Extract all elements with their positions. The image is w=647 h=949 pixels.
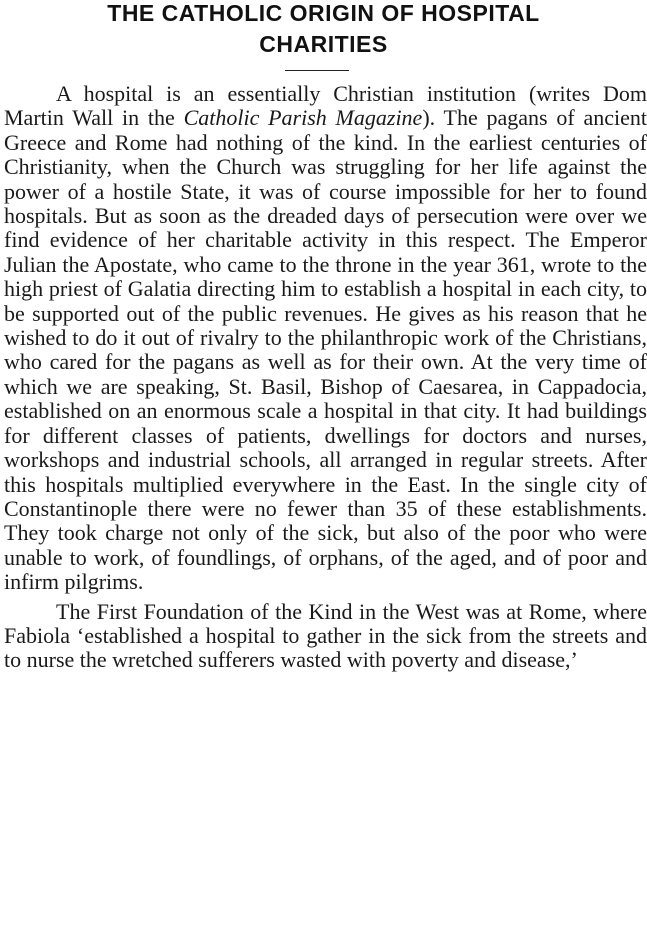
paragraph-1-text-start: A hospital is an essentially Christian institution (writes Dom Martin Wall in the — [4, 81, 647, 131]
article-title-line-2: CHARITIES — [259, 31, 388, 57]
title-divider-rule — [285, 70, 349, 71]
source-publication-name: Catholic Parish Magazine — [183, 105, 423, 131]
article-paragraph-1 — [4, 82, 647, 595]
article-body — [4, 82, 647, 673]
article-title-line-1: THE CATHOLIC ORIGIN OF HOSPITAL — [107, 0, 540, 26]
paragraph-1-text-rest: ). The pagans of ancient Greece and Rome had nothing of the kind. In the earliest centuries of Christianity, when the Church was struggling for her life against the power of a hostile State, it was of course impossible for her to found hospitals. But as soon as the dreaded days of persecution were over we find evidence of her charitable activity in this respect. The Emperor Julian the Apostate, who came to the throne in the year 361, wrote to the high priest of Galatia directing him to establish a hospital in each city, to be supported out of the public revenues. He gives as his reason that he wished to do it out of rivalry to the philanthropic work of the Christians, who cared for the pagans as well as for their own. At the very time of which we are speaking, St. Basil, Bishop of Caesarea, in Cappadocia, established on an enormous scale a hospital in that city. It had buildings for different classes of patients, dwellings for doctors and nurses, workshops and industrial schools, all arranged in regular streets. After this hospitals multiplied everywhere in the East. In the single city of Constantinople there were no fewer than 35 of these establishments. They took charge not only of the sick, but also of the poor who were unable to work, of foundlings, of orphans, of the aged, and of poor and infirm pilgrims. — [4, 105, 647, 595]
article-paragraph-2: The First Foundation of the Kind in the West was at Rome, where Fabiola ‘established a hospital to gather in the sick from the streets and to nurse the wretched sufferers wasted with poverty and disease,’ — [4, 598, 647, 673]
